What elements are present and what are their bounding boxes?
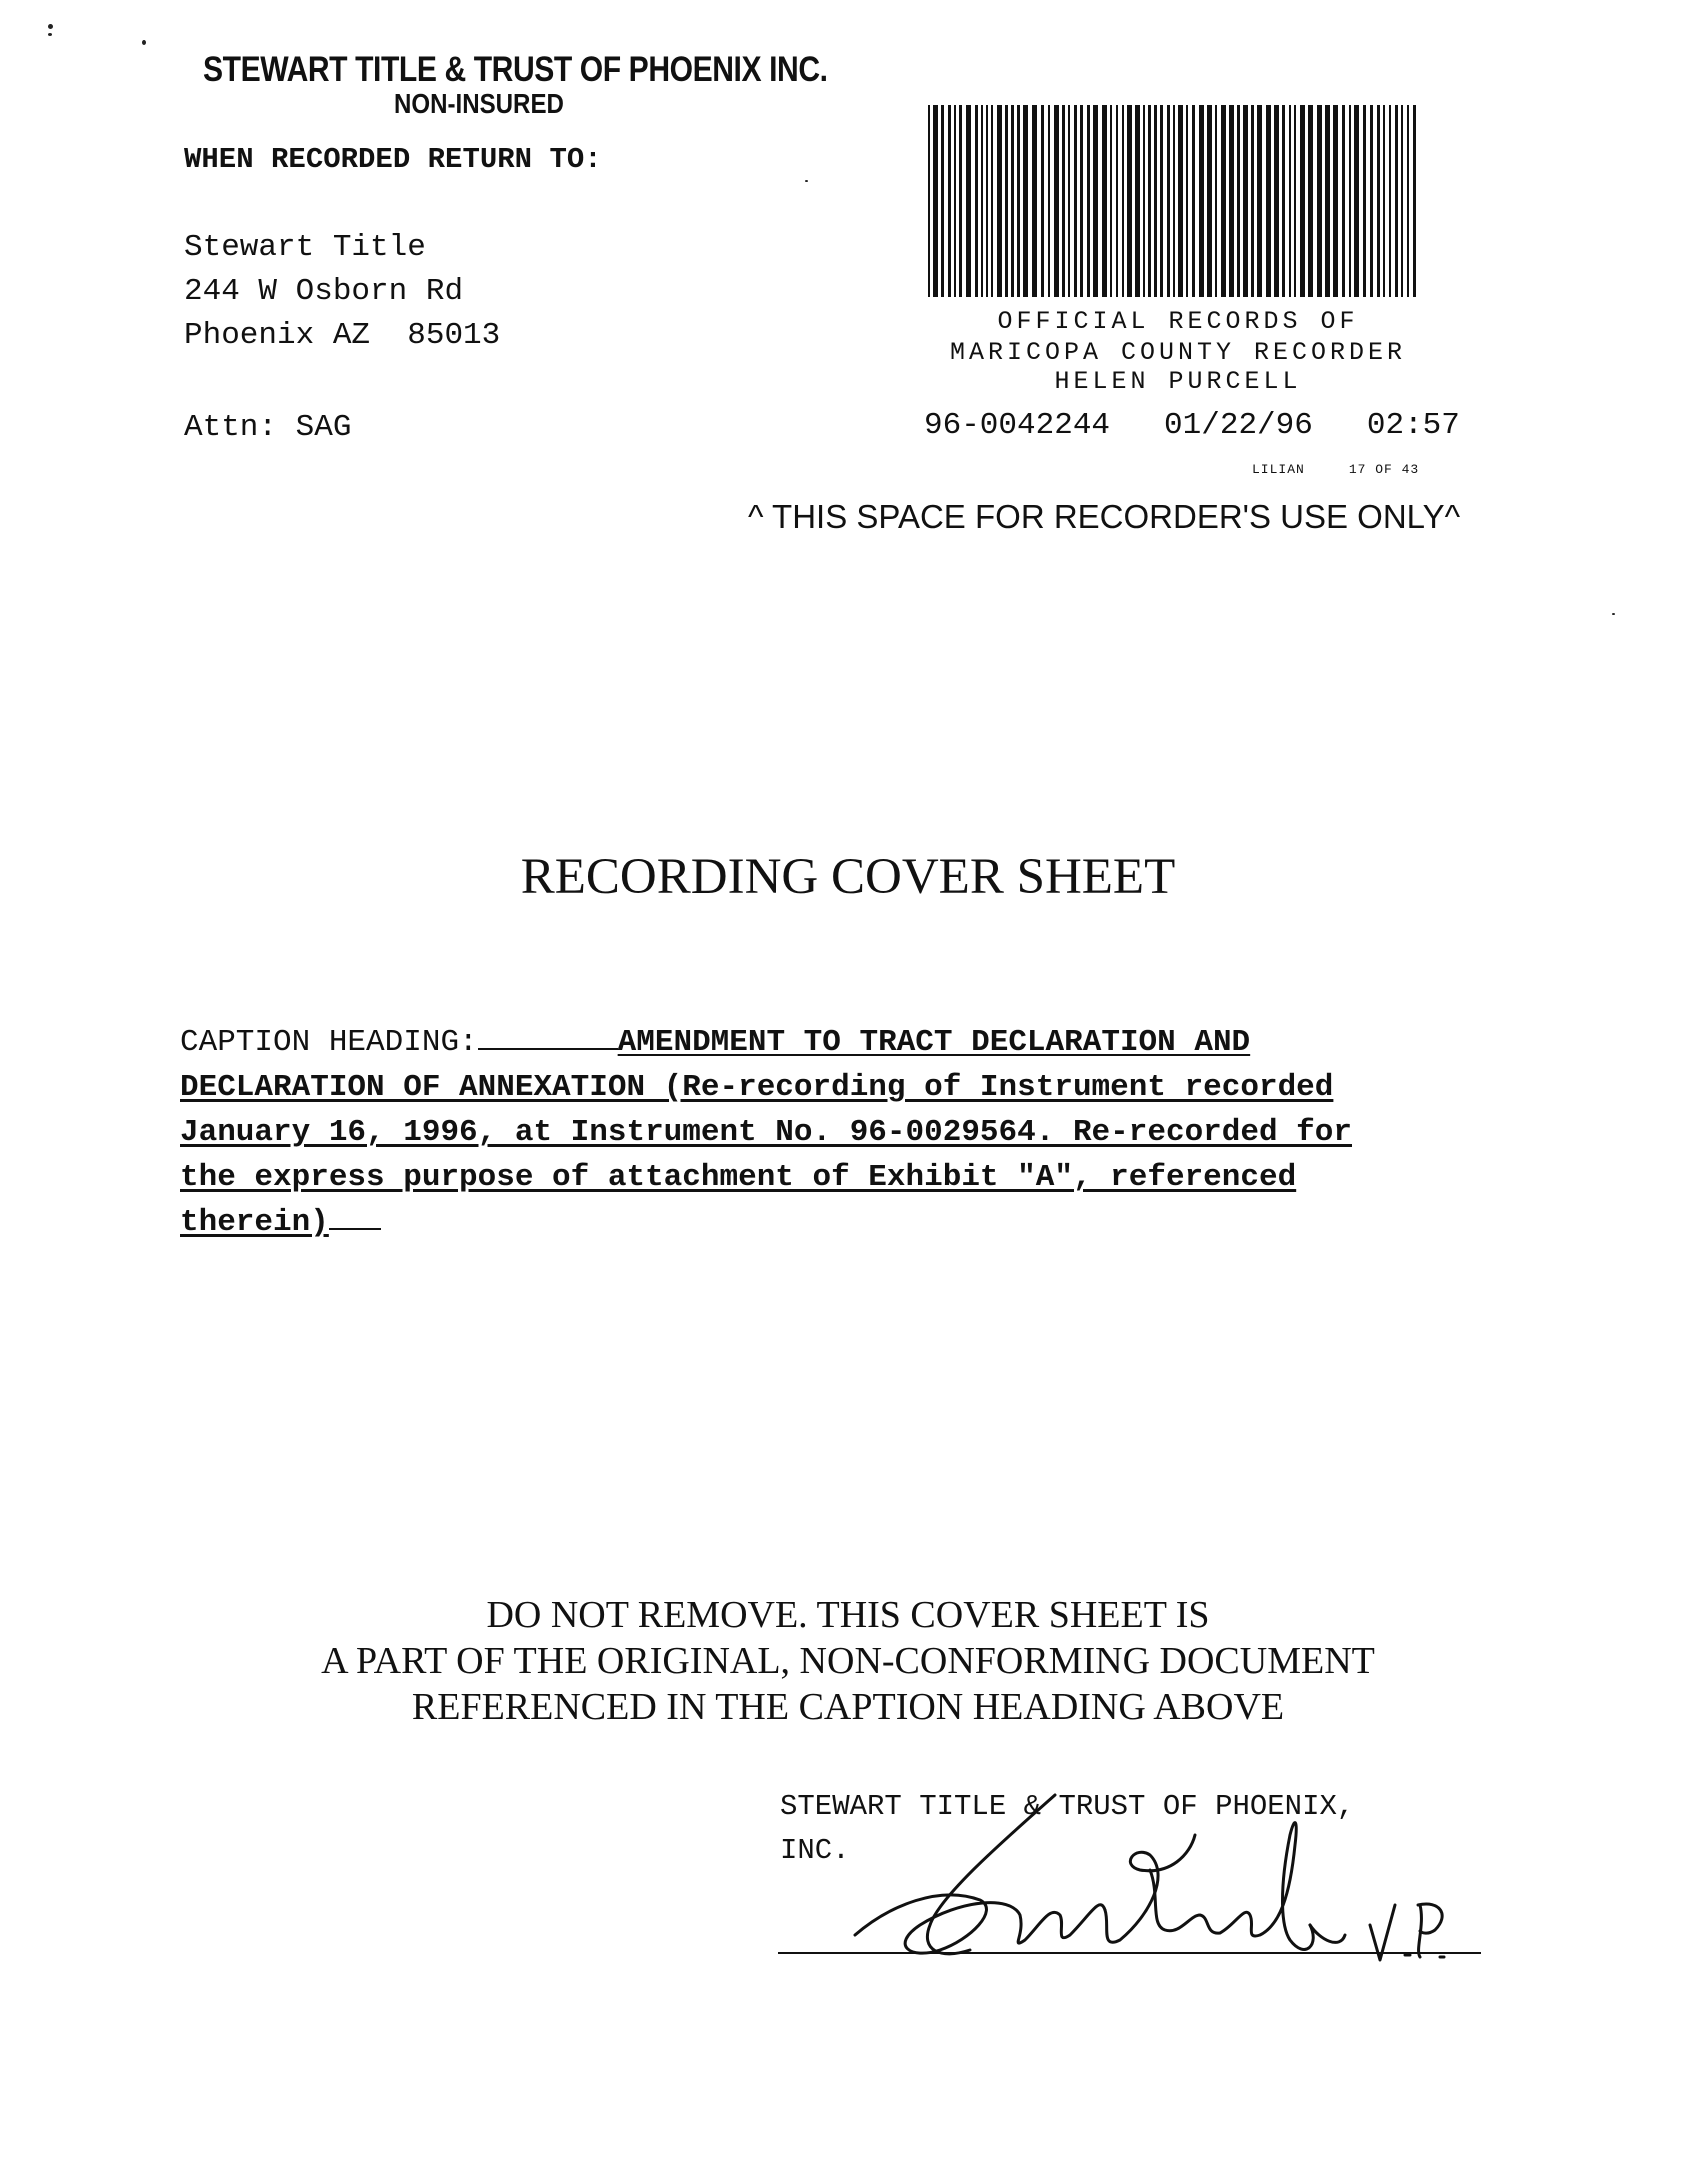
barcode-bar (1186, 105, 1188, 297)
caption-text: the express purpose of attachment of Exhibit "A", referenced (180, 1160, 1297, 1195)
scan-speck (48, 33, 52, 36)
barcode-image (928, 105, 1420, 297)
barcode-bar (1308, 105, 1313, 297)
barcode-bar (1266, 105, 1271, 297)
barcode-bar (1127, 105, 1132, 297)
barcode-bar (1401, 105, 1403, 297)
recording-time: 02:57 (1366, 408, 1460, 443)
barcode-bar (1354, 105, 1359, 297)
barcode-bar (1407, 105, 1409, 297)
barcode-bar (986, 105, 988, 297)
scan-speck (48, 24, 53, 29)
return-to-label: WHEN RECORDED RETURN TO: (184, 143, 602, 176)
barcode-bar (1389, 105, 1391, 297)
caption-blank (329, 1228, 381, 1230)
signature-company-line: INC. (780, 1834, 850, 1867)
attn-line: Attn: SAG (184, 410, 352, 445)
barcode-bar (1317, 105, 1322, 297)
barcode-bar (941, 105, 944, 297)
barcode-bar (1178, 105, 1183, 297)
barcode-bar (1257, 105, 1262, 297)
return-address-line: Phoenix AZ 85013 (184, 318, 501, 353)
barcode-bar (1143, 105, 1145, 297)
instrument-number: 96-0042244 (924, 408, 1111, 443)
notice-line: A PART OF THE ORIGINAL, NON-CONFORMING DOCUMENT (321, 1640, 1375, 1682)
scan-speck (1612, 613, 1615, 615)
handwritten-signature (850, 1775, 1470, 1985)
notice-line: REFERENCED IN THE CAPTION HEADING ABOVE (411, 1686, 1285, 1728)
caption-text: January 16, 1996, at Instrument No. 96-0029564. Re-recorded for (180, 1115, 1352, 1150)
barcode-bar (1080, 105, 1083, 297)
barcode-bar (1041, 105, 1044, 297)
barcode-bar (1167, 105, 1170, 297)
barcode-bar (1135, 105, 1140, 297)
scan-speck (805, 180, 808, 182)
barcode-bar (991, 105, 993, 297)
barcode-bar (1005, 105, 1008, 297)
barcode-bar (1068, 105, 1070, 297)
barcode-bar (948, 105, 951, 297)
stamp-non-insured: NON-INSURED (394, 88, 564, 119)
caption-label: CAPTION HEADING: (180, 1025, 478, 1060)
barcode-bar (1017, 105, 1020, 297)
barcode-bar (933, 105, 938, 297)
barcode-bar (1251, 105, 1254, 297)
barcode-bar (1102, 105, 1107, 297)
barcode-bar (1062, 105, 1065, 297)
barcode-bar (1294, 105, 1296, 297)
recorder-line: HELEN PURCELL (1054, 367, 1302, 396)
barcode-bar (1325, 105, 1330, 297)
barcode-bar (1023, 105, 1028, 297)
recording-clerk-info (1252, 462, 1419, 477)
barcode-bar (1054, 105, 1059, 297)
barcode-bar (1160, 105, 1163, 297)
caption-text: AMENDMENT TO TRACT DECLARATION AND (617, 1025, 1251, 1060)
barcode-bar (1110, 105, 1112, 297)
barcode-bar (1116, 105, 1118, 297)
barcode-bar (1199, 105, 1204, 297)
barcode-bar (1032, 105, 1037, 297)
notice-line: DO NOT REMOVE. THIS COVER SHEET IS (486, 1594, 1210, 1636)
barcode-bar (1048, 105, 1050, 297)
clerk-name: LILIAN (1252, 462, 1305, 477)
barcode-bar (975, 105, 978, 297)
barcode-bar (1148, 105, 1151, 297)
page-count: 17 OF 43 (1348, 462, 1420, 477)
barcode-bar (1221, 105, 1226, 297)
barcode-bar (1192, 105, 1195, 297)
barcode-bar (959, 105, 962, 297)
barcode-bar (1087, 105, 1090, 297)
caption-heading (180, 1020, 1480, 1245)
return-address-line: 244 W Osborn Rd (184, 274, 464, 309)
barcode-bar (1011, 105, 1014, 297)
barcode-bar (1333, 105, 1338, 297)
barcode-bar (1289, 105, 1291, 297)
barcode-bar (1282, 105, 1285, 297)
stamp-company-name: STEWART TITLE & TRUST OF PHOENIX INC. (203, 50, 828, 89)
barcode-bar (1363, 105, 1366, 297)
barcode-bar (954, 105, 956, 297)
caption-blank (478, 1048, 618, 1050)
recording-date: 01/22/96 (1164, 408, 1313, 443)
barcode-bar (1207, 105, 1212, 297)
caption-text: therein) (180, 1205, 329, 1240)
barcode-bar (1377, 105, 1380, 297)
barcode-bar (1243, 105, 1248, 297)
notice-block (0, 1592, 1696, 1730)
return-address-line: Stewart Title (184, 230, 426, 265)
recorder-line: MARICOPA COUNTY RECORDER (949, 338, 1407, 367)
barcode-bar (928, 105, 930, 297)
barcode-bar (1370, 105, 1373, 297)
barcode-bar (1349, 105, 1351, 297)
scan-speck (142, 40, 146, 45)
barcode-bar (966, 105, 971, 297)
barcode-bar (1122, 105, 1124, 297)
barcode-bar (981, 105, 983, 297)
page-title: RECORDING COVER SHEET (520, 849, 1176, 905)
barcode-bar (997, 105, 1002, 297)
caption-text: DECLARATION OF ANNEXATION (Re-recording of Instrument recorded (180, 1070, 1334, 1105)
barcode-bar (1274, 105, 1279, 297)
barcode-bar (1074, 105, 1077, 297)
barcode-bar (1342, 105, 1345, 297)
recording-info (924, 408, 1460, 443)
barcode-bar (1154, 105, 1157, 297)
recorder-space-note: ^ THIS SPACE FOR RECORDER'S USE ONLY^ (748, 498, 1461, 535)
barcode-bar (1215, 105, 1217, 297)
barcode-bar (1093, 105, 1098, 297)
recorder-line: OFFICIAL RECORDS OF (997, 307, 1359, 336)
signature-company-line: STEWART TITLE & TRUST OF PHOENIX, (780, 1790, 1355, 1823)
barcode-bar (1395, 105, 1398, 297)
barcode-bar (1229, 105, 1234, 297)
barcode-bar (1173, 105, 1175, 297)
barcode-bar (1300, 105, 1305, 297)
barcode-bar (1413, 105, 1416, 297)
barcode-bar (1237, 105, 1240, 297)
barcode-bar (1383, 105, 1385, 297)
